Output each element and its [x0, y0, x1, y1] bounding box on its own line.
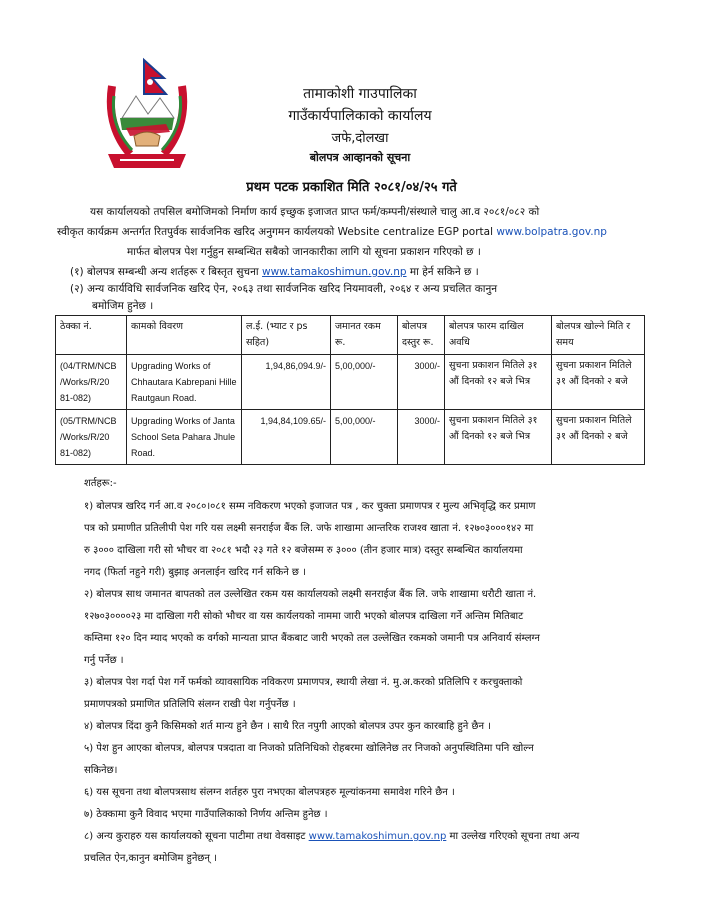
col-header-submission: बोलपत्र फारम दाखिल अवधि — [445, 316, 552, 355]
condition-1-line-1: १) बोलपत्र खरिद गर्न आ.व २०८०।०८१ सम्म नविकरण भएको इजाजत पत्र , कर चुक्ता प्रमाणपत्र र मुल्य अभिवृद्धि कर प्रमाण — [84, 501, 536, 512]
condition-1-line-3: रु ३००० दाखिला गरी सो भौचर वा २०८१ भदौ २३ गते १२ बजेसम्म रु ३००० (तीन हजार मात्र) दस्तुर सम्बन्धित कार्यालयमा — [84, 545, 523, 556]
nepal-emblem-logo — [100, 56, 194, 174]
estimate-amount: 1,94,84,109.65/- — [242, 410, 331, 465]
condition-3-line-1: ३) बोलपत्र पेश गर्दा पेश गर्ने फर्मको व्यावसायिक नविकरण प्रमाणपत्र, स्थायी लेखा नं. मु.अ.करको प्रतिलिपि र करचुक्ताको — [84, 677, 523, 688]
opening-time: सुचना प्रकाशन मितिले ३१ औं दिनको २ बजे — [552, 410, 645, 465]
table-row — [56, 355, 645, 410]
condition-2-line-1: २) बोलपत्र साथ जमानत बापतको तल उल्लेखित रकम यस कार्यालयको लक्ष्मी सनराईज बैंक लि. जफे शाखामा धरौटी खाता नं. — [84, 589, 537, 600]
condition-4: ४) बोलपत्र दिंदा कुनै किसिमको शर्त मान्य हुने छैन । साथै रित नपुगी आएको बोलपत्र उपर कुन कारबाहि हुने छैन । — [84, 721, 492, 732]
condition-1-line-2: पत्र को प्रमाणीत प्रतिलीपी पेश गरि यस लक्ष्मी सनराईज बैंक लि. जफे शाखामा आन्तरिक राजश्व खाता नं. १२७०३०००१४२ मा — [84, 523, 534, 534]
condition-3-line-2: प्रमाणपत्रको प्रमाणित प्रतिलिपि संलग्न राखी पेश गर्नुपर्नेछ । — [84, 699, 296, 710]
condition-7: ७) ठेक्कामा कुनै विवाद भएमा गाउँपालिकाको निर्णय अन्तिम हुनेछ । — [84, 809, 328, 820]
municipality-name: तामाकोशी गाउपालिका — [303, 86, 417, 102]
col-header-description: कामको विवरण — [127, 316, 242, 355]
work-description: Upgrading Works of Chhautara Kabrepani Hille Rautgaun Road. — [127, 355, 242, 410]
bid-fee: 3000/- — [398, 410, 445, 465]
intro-line-2-text: स्वीकृत कार्यक्रम अन्तर्गत रितपुर्वक सार्वजनिक खरिद अनुगमन कार्यलयको Website centralize EGP portal — [57, 226, 493, 238]
publication-date: प्रथम पटक प्रकाशित मिति २०८१/०४/२५ गते — [246, 180, 457, 195]
note-1-suffix: मा हेर्न सकिने छ । — [409, 266, 479, 278]
intro-line-3: मार्फत बोलपत्र पेश गर्नुहुन सम्बन्धित सबैको जानकारीका लागि यो सूचना प्रकाशन गरिएको छ । — [127, 246, 481, 258]
note-2-line-1: (२) अन्य कार्यविधि सार्वजनिक खरिद ऐन, २०६३ तथा सार्वजनिक खरिद नियमावली, २०६४ र अन्य प्रचलित कानुन — [70, 283, 498, 295]
contract-id: (04/TRM/NCB /Works/R/20 81-082) — [56, 355, 127, 410]
opening-time: सुचना प्रकाशन मितिले ३१ औं दिनको २ बजे — [552, 355, 645, 410]
condition-2-line-4: गर्नु पर्नेछ । — [84, 655, 124, 666]
security-amount: 5,00,000/- — [331, 355, 398, 410]
office-location: जफे,दोलखा — [331, 131, 389, 146]
submission-period: सुचना प्रकाशन मितिले ३१ औं दिनको १२ बजे भित्र — [445, 355, 552, 410]
table-header-row — [56, 316, 645, 355]
bid-fee: 3000/- — [398, 355, 445, 410]
condition-5-line-2: सकिनेछ। — [84, 765, 118, 776]
contract-id: (05/TRM/NCB /Works/R/20 81-082) — [56, 410, 127, 465]
conditions-title: शर्तहरू:- — [84, 478, 117, 489]
notice-title: बोलपत्र आव्हानको सूचना — [309, 151, 411, 164]
work-description: Upgrading Works of Janta School Seta Pahara Jhule Road. — [127, 410, 242, 465]
condition-8-suffix: मा उल्लेख गरिएको सूचना तथा अन्य — [449, 831, 580, 842]
submission-period: सुचना प्रकाशन मितिले ३१ औं दिनको १२ बजे भित्र — [445, 410, 552, 465]
office-name: गाउँकार्यपालिकाको कार्यालय — [288, 108, 432, 124]
intro-line-2 — [57, 222, 607, 243]
condition-8-line-1 — [84, 828, 579, 842]
bolpatra-link[interactable]: www.bolpatra.gov.np — [496, 226, 607, 238]
tamakoshi-website-link[interactable]: www.tamakoshimun.gov.np — [262, 266, 407, 278]
condition-8-text: ८) अन्य कुराहरु यस कार्यालयको सूचना पाटीमा तथा वेवसाइट — [84, 831, 306, 842]
col-header-estimate: ल.ई. (भ्याट र ps सहित) — [242, 316, 331, 355]
tender-table — [55, 315, 645, 465]
table-row — [56, 410, 645, 465]
note-1-text: (१) बोलपत्र सम्बन्धी अन्य शर्तहरू र बिस्तृत सुचना — [70, 266, 259, 278]
note-2-line-2: बमोजिम हुनेछ । — [92, 300, 154, 312]
col-header-opening: बोलपत्र खोल्ने मिति र समय — [552, 316, 645, 355]
intro-line-1: यस कार्यालयको तपसिल बमोजिमको निर्माण कार्य इच्छुक इजाजत प्राप्त फर्म/कम्पनी/संस्थाले चालु आ.व २०८१/०८२ को — [90, 206, 540, 218]
col-header-security: जमानत रकम रू. — [331, 316, 398, 355]
tamakoshi-website-link[interactable]: www.tamakoshimun.gov.np — [308, 831, 447, 842]
security-amount: 5,00,000/- — [331, 410, 398, 465]
condition-1-line-4: नगद (फिर्ता नहुने गरी) बुझाइ अनलाईन खरिद गर्न सकिने छ । — [84, 567, 306, 578]
estimate-amount: 1,94,86,094.9/- — [242, 355, 331, 410]
col-header-fee: बोलपत्र दस्तुर रू. — [398, 316, 445, 355]
condition-2-line-3: कम्तिमा १२० दिन म्याद भएको क वर्गको मान्यता प्राप्त बैंकबाट जारी भएको तल उल्लेखित रकमको जमानी पत्र अनिवार्य संम्लग्न — [84, 633, 540, 644]
condition-2-line-2: १२७०३००००२३ मा दाखिला गरी सोको भौचर वा यस कार्यलयको नाममा जारी भएको बोलपत्र दाखिला गर्ने अन्तिम मितिबाट — [84, 611, 524, 622]
col-header-contract-no: ठेक्का नं. — [56, 316, 127, 355]
condition-8-line-2: प्रचलित ऐन,कानुन बमोजिम हुनेछन् । — [84, 853, 217, 864]
condition-6: ६) यस सूचना तथा बोलपत्रसाथ संलग्न शर्तहरु पुरा नभएका बोलपत्रहरु मूल्यांकनमा समावेश गरिने छैन । — [84, 787, 455, 798]
condition-5-line-1: ५) पेश हुन आएका बोलपत्र, बोलपत्र पत्रदाता वा निजको प्रतिनिधिको रोहबरमा खोलिनेछ तर निजको अनुपस्थितिमा पनि खोल्न — [84, 743, 534, 754]
